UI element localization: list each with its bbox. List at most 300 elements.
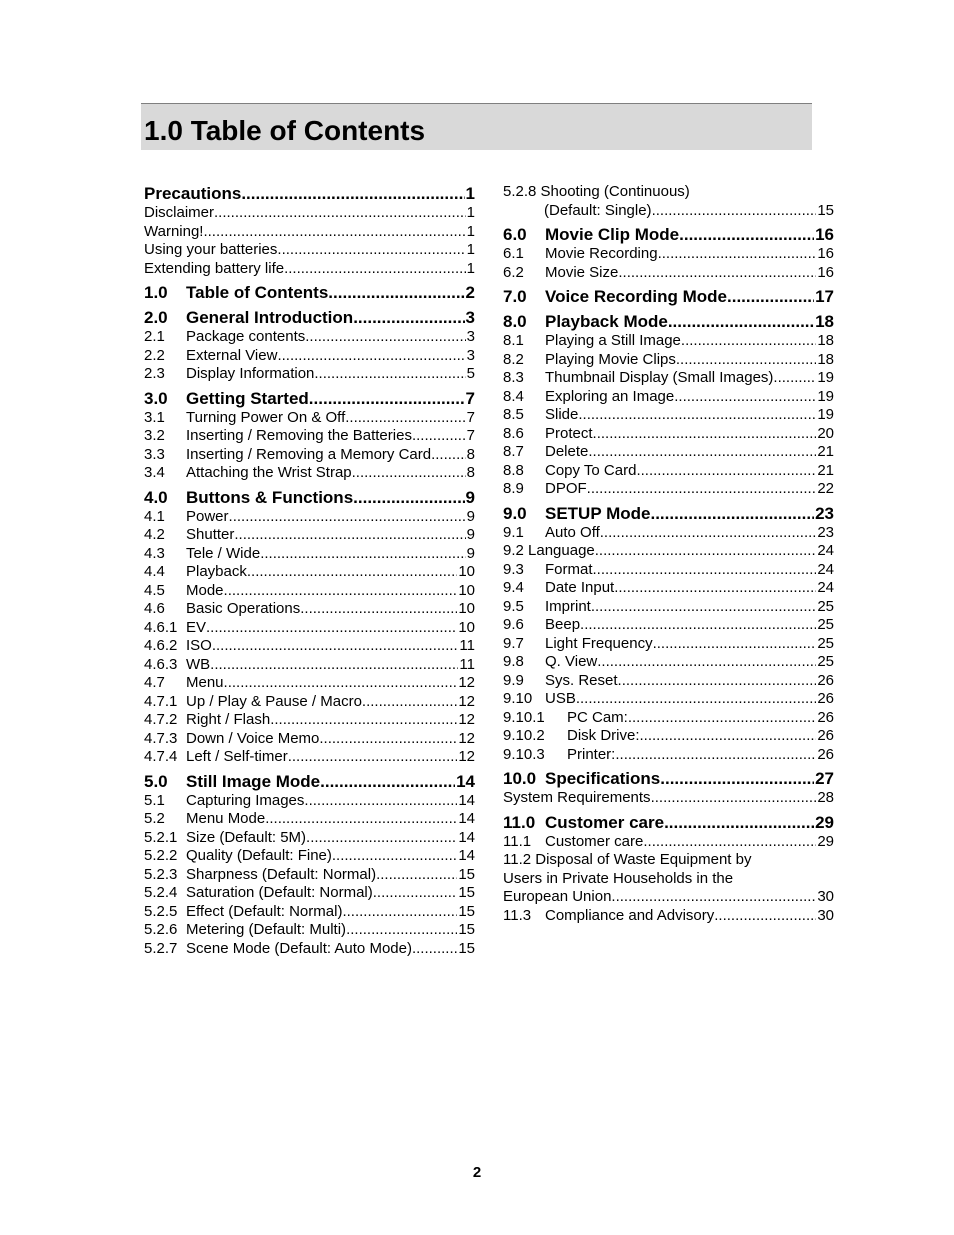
toc-dot-leader (277, 241, 465, 260)
toc-dot-leader (328, 282, 464, 303)
toc-entry-page: 9 (465, 487, 475, 507)
toc-dot-leader (224, 674, 458, 693)
toc-entry-number: 2.1 (144, 328, 165, 345)
toc-entry-number: 8.6 (503, 424, 524, 442)
toc-dot-leader (640, 727, 817, 746)
toc-entry[interactable] (144, 619, 475, 638)
toc-dot-leader (611, 888, 816, 907)
toc-dot-leader (304, 792, 457, 811)
toc-entry[interactable] (144, 260, 475, 279)
toc-entry-title: Delete (545, 443, 589, 460)
toc-entry[interactable] (144, 730, 475, 749)
toc-entry-page: 19 (817, 369, 834, 386)
toc-section-entry[interactable] (144, 388, 475, 409)
toc-entry-page: 12 (458, 711, 475, 728)
toc-entry[interactable] (503, 888, 834, 907)
toc-entry-page: 10 (458, 600, 475, 617)
toc-entry-number: 2.2 (144, 346, 165, 364)
toc-entry-page: 21 (817, 461, 834, 479)
toc-dot-leader (214, 204, 466, 223)
toc-dot-leader (352, 464, 466, 483)
toc-entry-number: 5.2.7 (144, 939, 178, 957)
toc-entry-title: Customer care (545, 812, 665, 832)
toc-dot-leader (353, 307, 464, 328)
toc-entry[interactable] (144, 204, 475, 223)
toc-entry[interactable] (503, 579, 834, 598)
toc-entry[interactable] (144, 347, 475, 366)
toc-dot-leader (588, 443, 816, 462)
toc-dot-leader (681, 332, 816, 351)
toc-entry[interactable] (503, 833, 834, 852)
toc-entry-number: 4.7.2 (144, 711, 178, 728)
toc-entry-number: 8.9 (503, 480, 524, 497)
toc-entry-page: 20 (817, 424, 834, 442)
toc-column-right (503, 183, 834, 925)
toc-section-entry[interactable] (144, 771, 475, 792)
toc-entry[interactable] (503, 388, 834, 407)
toc-entry-title: DPOF (545, 480, 587, 497)
toc-entry-number: 4.1 (144, 507, 165, 525)
toc-entry[interactable] (503, 542, 834, 561)
toc-entry-number: 3.4 (144, 464, 165, 481)
toc-entry[interactable] (503, 561, 834, 580)
toc-entry-number: 8.2 (503, 350, 524, 368)
toc-dot-leader (247, 563, 457, 582)
toc-entry-number: 9.10.1 (503, 708, 545, 726)
toc-entry-title: Extending battery life (144, 259, 285, 277)
toc-entry-title: Buttons & Functions (186, 487, 354, 507)
toc-entry-page: 21 (817, 443, 834, 460)
toc-entry-page: 16 (817, 245, 834, 262)
toc-entry-title: Power (186, 507, 229, 525)
toc-entry[interactable] (503, 425, 834, 444)
toc-entry-title: Table of Contents (186, 283, 329, 302)
toc-entry-number: 4.0 (144, 487, 168, 507)
toc-section-entry[interactable] (144, 183, 475, 204)
toc-entry-number: 5.2.4 (144, 884, 178, 901)
toc-entry-page: 26 (817, 708, 834, 726)
toc-dot-leader (660, 768, 814, 789)
toc-entry-number: 8.8 (503, 461, 524, 479)
toc-entry-number: 9.6 (503, 616, 524, 633)
toc-entry-number: 8.3 (503, 369, 524, 386)
toc-text-line: 11.2 Disposal of Waste Equipment by (503, 851, 752, 868)
toc-section-entry[interactable] (503, 224, 834, 245)
toc-entry-title: Beep (545, 616, 581, 633)
toc-entry-title: Exploring an Image (545, 387, 675, 405)
toc-entry-page: 14 (456, 771, 475, 791)
toc-entry-title: Disk Drive: (567, 727, 640, 744)
toc-dot-leader (674, 388, 816, 407)
toc-dot-leader (203, 223, 465, 242)
toc-entry-title: 9.2 Language (503, 542, 595, 559)
toc-dot-leader (241, 183, 464, 204)
toc-entry-title: Shutter (186, 526, 235, 543)
toc-entry-page: 25 (817, 616, 834, 633)
toc-entry-title: EV (186, 618, 207, 636)
toc-entry-page: 15 (458, 939, 475, 957)
toc-entry-title: Down / Voice Memo (186, 729, 320, 747)
toc-entry[interactable] (144, 328, 475, 347)
toc-entry-page: 10 (458, 581, 475, 599)
toc-entry-title: ISO (186, 637, 212, 654)
toc-entry-number: 5.2.5 (144, 902, 178, 920)
toc-entry-page: 19 (817, 406, 834, 423)
toc-entry-page: 27 (815, 769, 834, 788)
toc-entry-title: Left / Self-timer (186, 748, 288, 765)
toc-entry-title: Up / Play & Pause / Macro (186, 692, 362, 710)
toc-entry[interactable] (144, 847, 475, 866)
toc-entry-title: Playing Movie Clips (545, 350, 676, 368)
toc-entry-page: 10 (458, 563, 475, 580)
toc-entry-title: Imprint (545, 597, 591, 615)
toc-entry[interactable] (144, 711, 475, 730)
toc-dot-leader (727, 286, 814, 307)
toc-section-entry[interactable] (503, 768, 834, 789)
toc-entry[interactable] (503, 672, 834, 691)
toc-entry[interactable] (144, 748, 475, 767)
toc-entry-title: Saturation (Default: Normal) (186, 884, 373, 901)
toc-dot-leader (593, 561, 817, 580)
toc-entry[interactable] (503, 789, 834, 808)
toc-entry-page: 12 (458, 674, 475, 691)
toc-entry-number: 9.1 (503, 523, 524, 541)
toc-entry-title: Disclaimer (144, 204, 215, 221)
toc-entry-page: 14 (458, 847, 475, 864)
toc-entry-title: Compliance and Advisory (545, 906, 715, 924)
toc-entry-page: 25 (817, 634, 834, 652)
toc-entry-title: Movie Size (545, 263, 619, 281)
toc-entry-title: Q. View (545, 653, 598, 670)
toc-section-entry[interactable] (503, 311, 834, 332)
toc-entry-title: Light Frequency (545, 634, 653, 652)
toc-entry-page: 7 (466, 427, 475, 444)
toc-entry-page: 3 (466, 328, 475, 345)
toc-entry-page: 18 (815, 312, 834, 331)
toc-entry-page: 1 (466, 241, 475, 258)
toc-dot-leader (277, 347, 465, 366)
toc-dot-leader (305, 328, 465, 347)
toc-entry-number: 8.1 (503, 332, 524, 349)
toc-entry[interactable] (144, 600, 475, 619)
toc-entry[interactable] (144, 563, 475, 582)
toc-entry-page: 2 (465, 283, 475, 302)
toc-dot-leader (229, 508, 466, 527)
toc-entry-number: 4.6.2 (144, 637, 178, 654)
toc-entry-title: Movie Clip Mode (545, 225, 680, 244)
toc-entry[interactable] (503, 709, 834, 728)
toc-entry-title: Slide (545, 406, 579, 423)
toc-dot-leader (618, 672, 817, 691)
toc-entry[interactable] (503, 406, 834, 425)
toc-entry[interactable] (503, 907, 834, 926)
toc-entry[interactable] (503, 443, 834, 462)
toc-entry-number: 5.2.6 (144, 921, 178, 938)
toc-entry-page: 26 (817, 745, 834, 763)
toc-dot-leader (342, 903, 457, 922)
toc-entry-title: Thumbnail Display (Small Images) (545, 369, 774, 386)
toc-entry-page: 7 (465, 388, 475, 408)
toc-entry-number: 4.7.4 (144, 748, 178, 765)
toc-entry-number: 3.2 (144, 427, 165, 444)
toc-entry[interactable] (503, 245, 834, 264)
toc-entry-page: 12 (458, 729, 475, 747)
toc-dot-leader (320, 771, 455, 792)
toc-entry-number: 9.10 (503, 690, 533, 707)
page-title: 1.0 Table of Contents (144, 115, 426, 146)
toc-entry-page: 26 (817, 690, 834, 707)
toc-entry-number: 6.1 (503, 245, 524, 262)
toc-entry-title: Playback Mode (545, 312, 668, 331)
toc-entry[interactable] (144, 921, 475, 940)
toc-entry-title: Sharpness (Default: Normal) (186, 865, 377, 883)
toc-entry-title: Quality (Default: Fine) (186, 847, 332, 864)
toc-entry-number: 9.7 (503, 634, 524, 652)
toc-section-entry[interactable] (503, 286, 834, 307)
toc-section-entry[interactable] (503, 503, 834, 524)
toc-entry[interactable] (144, 792, 475, 811)
toc-entry-page: 30 (817, 888, 834, 905)
toc-text-line: 5.2.8 Shooting (Continuous) (503, 183, 690, 200)
toc-entry[interactable] (144, 829, 475, 848)
toc-entry[interactable] (503, 727, 834, 746)
toc-dot-leader (362, 693, 457, 712)
toc-entry-title: Getting Started (186, 388, 309, 408)
toc-dot-leader (332, 847, 457, 866)
toc-entry-number: 5.1 (144, 791, 165, 809)
toc-entry[interactable] (503, 480, 834, 499)
toc-entry-page: 25 (817, 597, 834, 615)
toc-dot-leader (412, 427, 466, 446)
toc-entry[interactable] (503, 746, 834, 765)
toc-entry-page: 15 (458, 865, 475, 883)
toc-entry[interactable] (144, 508, 475, 527)
toc-entry[interactable] (144, 241, 475, 260)
toc-dot-leader (668, 311, 814, 332)
toc-entry-page: 9 (466, 507, 475, 525)
toc-entry-number: 9.4 (503, 579, 524, 596)
toc-dot-leader (597, 653, 816, 672)
toc-entry-title: Date Input (545, 579, 615, 596)
page-number: 2 (472, 1164, 482, 1181)
toc-entry-title: Playing a Still Image (545, 332, 681, 349)
toc-entry-number: 8.7 (503, 443, 524, 460)
toc-dot-leader (587, 480, 817, 499)
toc-entry[interactable] (144, 223, 475, 242)
toc-entry[interactable] (503, 369, 834, 388)
toc-entry[interactable] (144, 903, 475, 922)
toc-entry-page: 26 (817, 671, 834, 689)
toc-entry-title: Inserting / Removing a Memory Card (186, 445, 432, 463)
toc-column-left (144, 183, 475, 958)
toc-entry-page: 3 (466, 346, 475, 364)
toc-entry-number: 8.0 (503, 312, 527, 331)
toc-entry[interactable] (144, 884, 475, 903)
toc-section-entry[interactable] (144, 487, 475, 508)
toc-entry-number: 2.0 (144, 308, 168, 327)
toc-entry-title: Format (545, 560, 593, 578)
toc-entry-page: 17 (815, 287, 834, 306)
toc-entry-page: 9 (466, 526, 475, 543)
toc-entry-page: 25 (817, 653, 834, 670)
toc-entry[interactable] (144, 810, 475, 829)
toc-entry-number: 5.0 (144, 771, 168, 791)
toc-entry[interactable] (503, 332, 834, 351)
toc-entry-title: Protect (545, 424, 593, 442)
toc-entry-page: 18 (817, 350, 834, 368)
toc-entry-number: 9.3 (503, 560, 524, 578)
toc-dot-leader (234, 526, 465, 545)
toc-dot-leader (260, 545, 465, 564)
toc-entry-page: 15 (458, 921, 475, 938)
toc-entry-number: 2.3 (144, 365, 165, 382)
toc-entry[interactable] (503, 351, 834, 370)
toc-entry-title: Turning Power On & Off (186, 408, 346, 426)
toc-section-entry[interactable] (144, 282, 475, 303)
toc-dot-leader (576, 690, 816, 709)
toc-entry[interactable] (144, 693, 475, 712)
toc-entry-page: 18 (817, 332, 834, 349)
toc-dot-leader (773, 369, 816, 388)
toc-entry[interactable] (503, 524, 834, 543)
toc-dot-leader (224, 582, 458, 601)
toc-entry[interactable] (503, 616, 834, 635)
toc-dot-leader (615, 746, 816, 765)
toc-entry-number: 4.6 (144, 600, 165, 617)
toc-entry-title: Display Information (186, 365, 315, 382)
toc-entry-title: Size (Default: 5M) (186, 828, 307, 846)
toc-entry-number: 4.6.3 (144, 655, 178, 673)
toc-entry[interactable] (144, 526, 475, 545)
toc-entry-number: 9.5 (503, 597, 524, 615)
toc-entry-page: 14 (458, 828, 475, 846)
toc-entry-number: 8.5 (503, 406, 524, 423)
toc-entry-page: 15 (458, 902, 475, 920)
toc-dot-leader (373, 884, 458, 903)
toc-dot-leader (345, 409, 465, 428)
toc-entry-title: Using your batteries (144, 241, 278, 258)
toc-entry-page: 23 (815, 503, 834, 523)
toc-entry-number: 11.0 (503, 812, 536, 832)
toc-dot-leader (593, 425, 817, 444)
toc-entry[interactable] (503, 264, 834, 283)
toc-entry-number: 5.2.2 (144, 847, 178, 864)
toc-entry-number: 6.2 (503, 263, 524, 281)
toc-entry-number: 10.0 (503, 769, 537, 788)
toc-dot-leader (210, 656, 458, 675)
toc-section-entry[interactable] (503, 812, 834, 833)
toc-entry-title: Metering (Default: Multi) (186, 921, 347, 938)
toc-entry-page: 14 (458, 791, 475, 809)
toc-entry-title: Playback (186, 563, 247, 580)
toc-entry-title: Specifications (545, 769, 661, 788)
toc-entry-title: Precautions (144, 184, 242, 203)
toc-entry[interactable] (503, 202, 834, 221)
toc-entry-number: 1.0 (144, 283, 168, 302)
toc-entry-number: 4.2 (144, 526, 165, 543)
toc-entry[interactable] (144, 365, 475, 384)
toc-dot-leader (580, 616, 816, 635)
toc-entry-page: 22 (817, 480, 834, 497)
toc-entry-title: Copy To Card (545, 461, 637, 479)
toc-dot-leader (628, 709, 816, 728)
toc-entry[interactable] (144, 464, 475, 483)
toc-entry-number: 3.0 (144, 388, 168, 408)
toc-dot-leader (431, 446, 466, 465)
toc-entry[interactable] (144, 940, 475, 959)
toc-entry[interactable] (503, 653, 834, 672)
toc-entry-page: 5 (466, 365, 475, 382)
toc-dot-leader (618, 264, 816, 283)
toc-entry[interactable] (144, 582, 475, 601)
toc-section-entry[interactable] (144, 307, 475, 328)
toc-entry[interactable] (503, 635, 834, 654)
toc-dot-leader (636, 462, 816, 481)
toc-entry[interactable] (144, 409, 475, 428)
toc-entry[interactable] (144, 866, 475, 885)
toc-entry-title: Tele / Wide (186, 544, 261, 562)
toc-entry-title: Inserting / Removing the Batteries (186, 427, 412, 444)
toc-entry[interactable] (144, 656, 475, 675)
toc-dot-leader (376, 866, 457, 885)
toc-entry[interactable] (144, 637, 475, 656)
toc-dot-leader (314, 365, 465, 384)
toc-text-line: Users in Private Households in the (503, 869, 734, 887)
toc-entry-title: Basic Operations (186, 600, 301, 617)
toc-dot-leader (650, 503, 814, 524)
toc-dot-leader (651, 789, 817, 808)
toc-dot-leader (284, 260, 466, 279)
toc-entry-title: Still Image Mode (186, 771, 321, 791)
toc-dot-leader (270, 711, 457, 730)
toc-entry-title: Right / Flash (186, 711, 271, 728)
toc-entry-title: European Union (503, 888, 612, 905)
toc-entry-page: 1 (466, 259, 475, 277)
toc-entry-page: 24 (817, 560, 834, 578)
toc-entry-page: 19 (817, 387, 834, 405)
toc-entry-title: Package contents (186, 328, 306, 345)
toc-entry-title: Customer care (545, 832, 644, 850)
toc-dot-leader (306, 829, 457, 848)
toc-entry[interactable] (144, 446, 475, 465)
toc-entry-number: 4.5 (144, 581, 165, 599)
toc-entry-page: 29 (815, 812, 834, 832)
toc-entry-page: 8 (466, 445, 475, 463)
toc-entry-number: 11.3 (503, 906, 532, 924)
toc-entry-number: 11.1 (503, 832, 532, 850)
toc-dot-leader (346, 921, 457, 940)
toc-entry-page: 24 (817, 542, 834, 559)
toc-entry[interactable] (503, 462, 834, 481)
toc-entry-page: 10 (458, 618, 475, 636)
toc-entry[interactable] (144, 674, 475, 693)
toc-dot-leader (595, 542, 817, 561)
toc-entry-page: 15 (817, 201, 834, 219)
toc-entry-page: 3 (465, 308, 475, 327)
toc-entry[interactable] (503, 598, 834, 617)
toc-dot-leader (676, 351, 816, 370)
toc-dot-leader (578, 406, 816, 425)
toc-entry-number: 4.3 (144, 544, 165, 562)
toc-dot-leader (412, 940, 457, 959)
toc-entry[interactable] (503, 690, 834, 709)
toc-entry[interactable] (144, 545, 475, 564)
toc-entry[interactable] (144, 427, 475, 446)
toc-entry-number: 8.4 (503, 387, 524, 405)
toc-entry-number: 5.2 (144, 810, 165, 827)
toc-entry-number: 9.10.3 (503, 745, 545, 763)
toc-entry-title: Scene Mode (Default: Auto Mode) (186, 939, 412, 957)
